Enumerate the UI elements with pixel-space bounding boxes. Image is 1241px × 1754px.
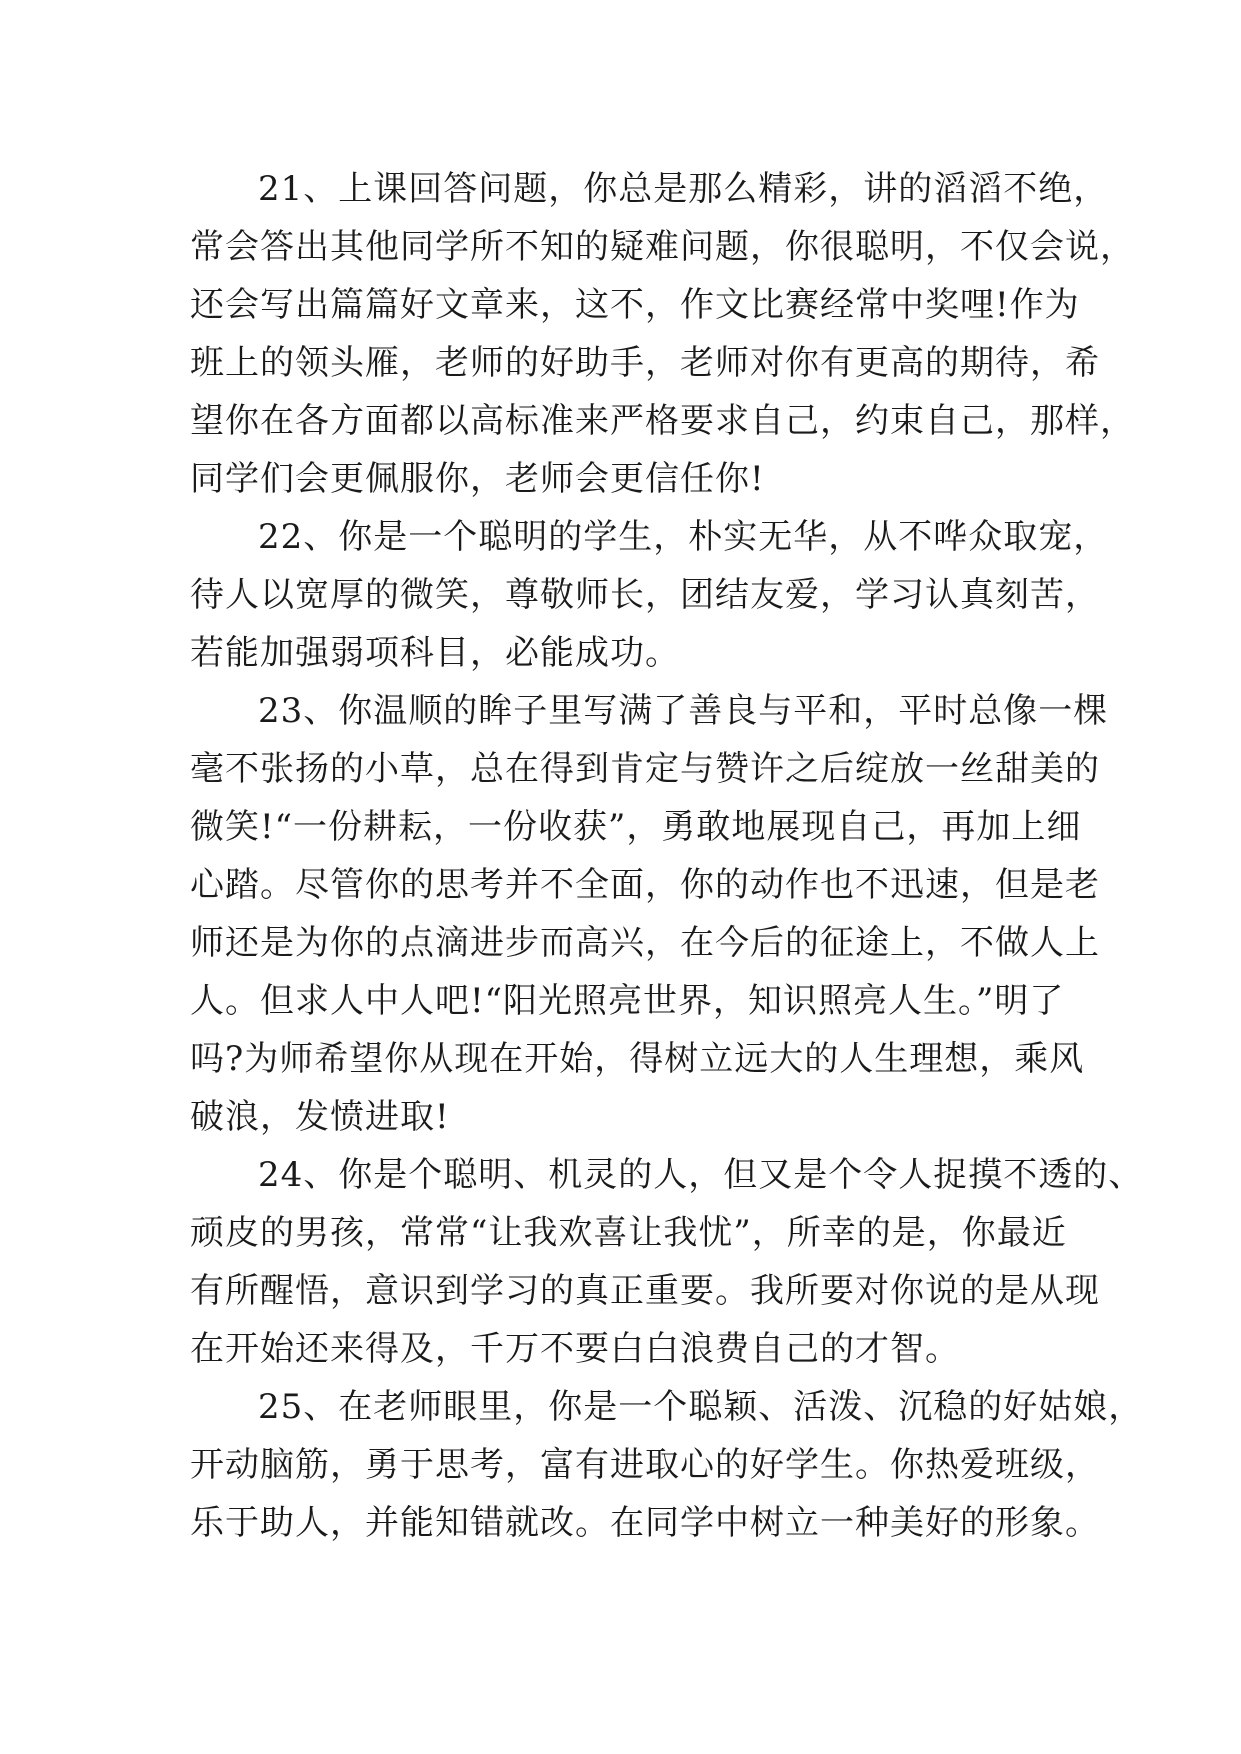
paragraph-line: 顽皮的男孩，常常“让我欢喜让我忧”，所幸的是，你最近 [190, 1213, 1067, 1253]
document-body [190, 160, 1144, 1552]
paragraph-line: 在开始还来得及，千万不要白白浪费自己的才智。 [190, 1329, 960, 1369]
paragraph-line: 望你在各方面都以高标准来严格要求自己，约束自己，那样， [190, 401, 1135, 441]
paragraph-line: 常会答出其他同学所不知的疑难问题，你很聪明，不仅会说， [190, 227, 1135, 267]
paragraph-line: 人。但求人中人吧!“阳光照亮世界，知识照亮人生。”明了 [190, 981, 1065, 1021]
paragraph-line: 若能加强弱项科目，必能成功。 [190, 633, 680, 673]
paragraph-line: 师还是为你的点滴进步而高兴，在今后的征途上，不做人上 [190, 923, 1100, 963]
comment-paragraph-23 [190, 682, 1109, 1146]
paragraph-line: 心踏。尽管你的思考并不全面，你的动作也不迅速，但是老 [190, 865, 1100, 905]
paragraph-line: 22、你是一个聪明的学生，朴实无华，从不哗众取宠， [258, 517, 1109, 557]
comment-paragraph-22 [190, 508, 1109, 682]
comment-paragraph-25 [190, 1378, 1144, 1552]
paragraph-line: 25、在老师眼里，你是一个聪颖、活泼、沉稳的好姑娘， [258, 1387, 1144, 1427]
paragraph-line: 班上的领头雁，老师的好助手，老师对你有更高的期待，希 [190, 343, 1100, 383]
paragraph-line: 微笑!“一份耕耘，一份收获”，勇敢地展现自己，再加上细 [190, 807, 1082, 847]
paragraph-line: 乐于助人，并能知错就改。在同学中树立一种美好的形象。 [190, 1503, 1100, 1543]
paragraph-line: 吗?为师希望你从现在开始，得树立远大的人生理想，乘风 [190, 1039, 1085, 1079]
paragraph-line: 开动脑筋，勇于思考，富有进取心的好学生。你热爱班级， [190, 1445, 1100, 1485]
comment-paragraph-24 [190, 1146, 1144, 1378]
paragraph-line: 21、上课回答问题，你总是那么精彩，讲的滔滔不绝， [258, 169, 1109, 209]
paragraph-line: 同学们会更佩服你，老师会更信任你! [190, 459, 765, 499]
comment-paragraph-21 [190, 160, 1135, 508]
paragraph-line: 24、你是个聪明、机灵的人，但又是个令人捉摸不透的、 [258, 1155, 1144, 1195]
paragraph-line: 有所醒悟，意识到学习的真正重要。我所要对你说的是从现 [190, 1271, 1100, 1311]
paragraph-line: 还会写出篇篇好文章来，这不，作文比赛经常中奖哩!作为 [190, 285, 1080, 325]
paragraph-line: 待人以宽厚的微笑，尊敬师长，团结友爱，学习认真刻苦， [190, 575, 1100, 615]
paragraph-line: 破浪，发愤进取! [190, 1097, 450, 1137]
paragraph-line: 23、你温顺的眸子里写满了善良与平和，平时总像一棵 [258, 691, 1109, 731]
paragraph-line: 毫不张扬的小草，总在得到肯定与赞许之后绽放一丝甜美的 [190, 749, 1100, 789]
